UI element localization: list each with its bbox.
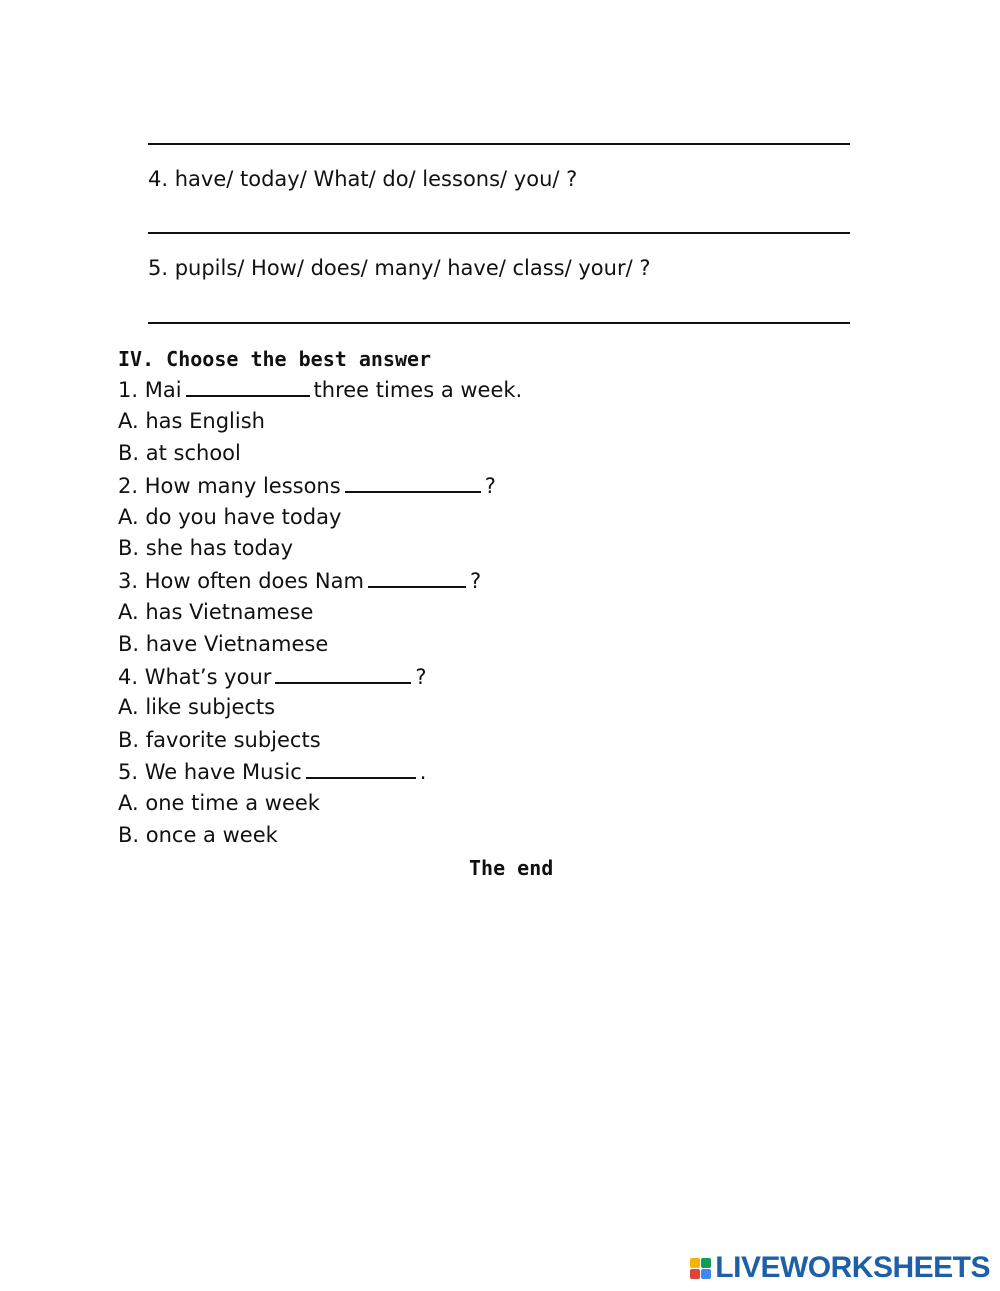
question-4-prompt: 4. have/ today/ What/ do/ lessons/ you/ ? bbox=[148, 167, 578, 191]
answer-line-5 bbox=[148, 322, 850, 324]
answer-line-4 bbox=[148, 232, 850, 234]
question-2-option-a[interactable]: A. do you have today bbox=[118, 505, 342, 529]
logo-squares-icon bbox=[690, 1258, 711, 1279]
question-3-option-b[interactable]: B. have Vietnamese bbox=[118, 632, 329, 656]
question-4-text-end: ? bbox=[415, 665, 427, 689]
question-2-text-end: ? bbox=[484, 474, 496, 498]
question-3-text-end: ? bbox=[469, 569, 482, 593]
logo-square bbox=[690, 1269, 700, 1279]
the-end-label: The end bbox=[469, 856, 554, 880]
question-1-text-end: three times a week. bbox=[313, 378, 523, 402]
question-5-blank[interactable] bbox=[306, 759, 416, 779]
question-3-option-a[interactable]: A. has Vietnamese bbox=[118, 600, 314, 624]
question-4-option-a[interactable]: A. like subjects bbox=[118, 695, 276, 719]
question-1 bbox=[118, 377, 522, 402]
logo-text: LIVEWORKSHEETS bbox=[715, 1251, 990, 1284]
logo-square bbox=[690, 1258, 700, 1268]
logo-square bbox=[701, 1269, 711, 1279]
question-3-blank[interactable] bbox=[368, 568, 466, 588]
question-1-option-a[interactable]: A. has English bbox=[118, 409, 265, 433]
question-2-text: 2. How many lessons bbox=[118, 474, 341, 498]
liveworksheets-logo[interactable] bbox=[690, 1251, 990, 1285]
question-4-text: 4. What’s your bbox=[118, 665, 272, 689]
question-3-text: 3. How often does Nam bbox=[118, 569, 364, 593]
question-4 bbox=[118, 664, 427, 689]
question-3 bbox=[118, 568, 481, 593]
question-1-text: 1. Mai bbox=[118, 378, 182, 402]
question-2 bbox=[118, 473, 496, 498]
answer-line-3 bbox=[148, 143, 850, 145]
question-2-blank[interactable] bbox=[345, 473, 481, 493]
question-1-option-b[interactable]: B. at school bbox=[118, 441, 241, 465]
question-5-option-b[interactable]: B. once a week bbox=[118, 823, 278, 847]
question-5-text-end: . bbox=[419, 760, 427, 784]
logo-square bbox=[701, 1258, 711, 1268]
section-heading: IV. Choose the best answer bbox=[118, 347, 432, 371]
question-5-option-a[interactable]: A. one time a week bbox=[118, 791, 320, 815]
question-1-blank[interactable] bbox=[186, 377, 310, 397]
question-4-blank[interactable] bbox=[275, 664, 411, 684]
question-5-text: 5. We have Music bbox=[118, 760, 302, 784]
question-5 bbox=[118, 759, 426, 784]
question-2-option-b[interactable]: B. she has today bbox=[118, 536, 294, 560]
question-4-option-b[interactable]: B. favorite subjects bbox=[118, 728, 321, 752]
question-5-prompt: 5. pupils/ How/ does/ many/ have/ class/ your/ ? bbox=[148, 256, 651, 280]
